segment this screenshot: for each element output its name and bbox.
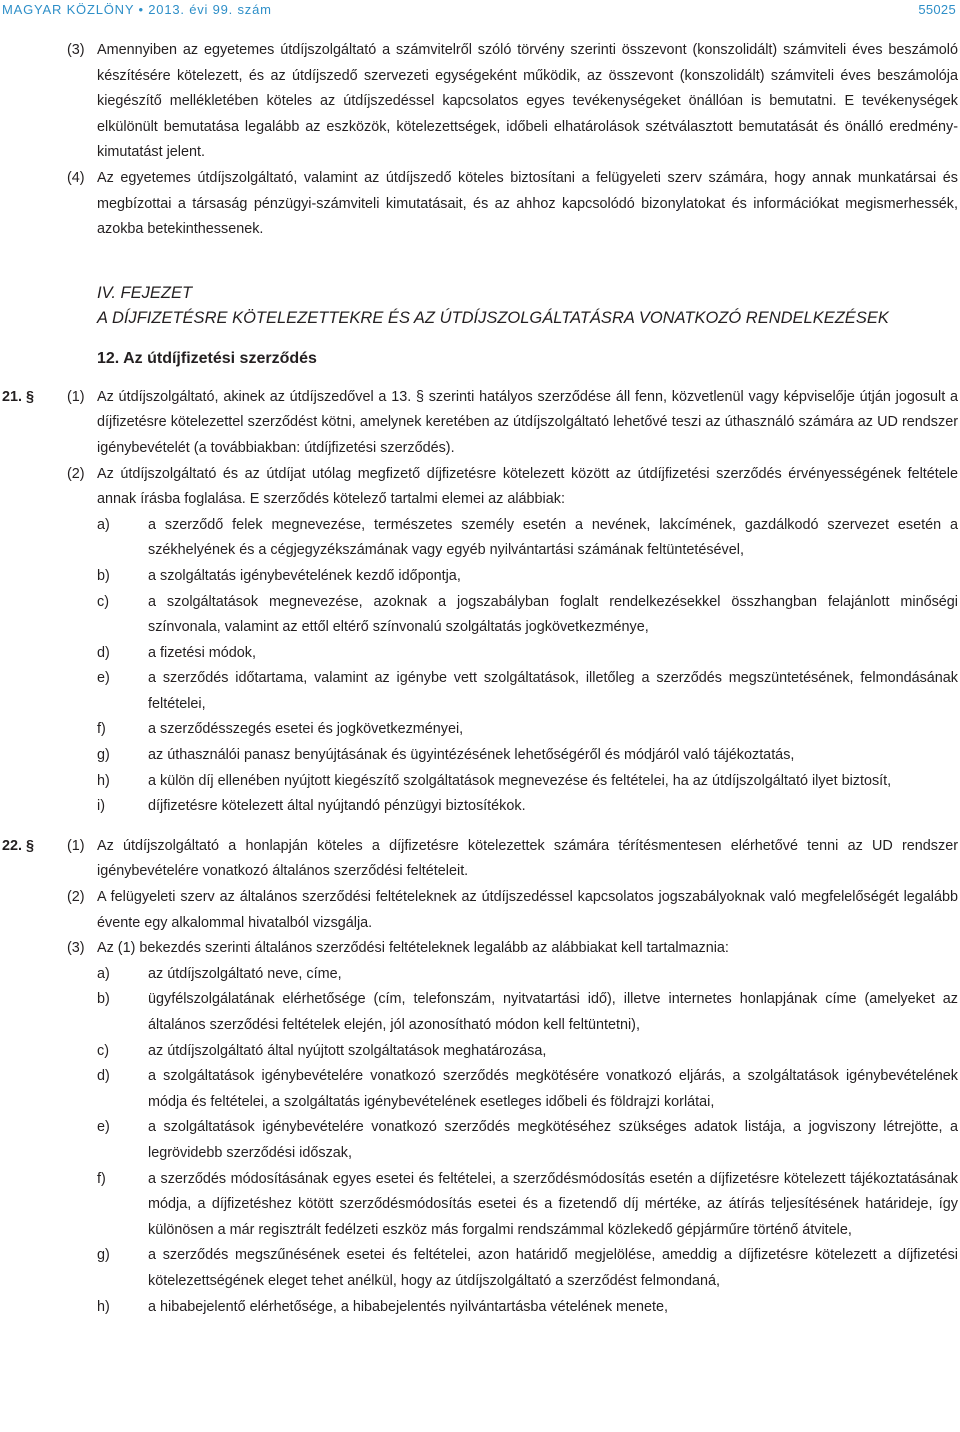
list-letter: a) bbox=[97, 965, 110, 982]
list-text: az útdíjszolgáltató neve, címe, bbox=[148, 965, 342, 982]
list-letter: d) bbox=[97, 644, 110, 661]
list-text: ügyfélszolgálatának elérhetősége (cím, telefonszám, nyitvatartási idő), illetve internetes honlapjának címe (amelyeket az általános szerződési feltételek elején, jól azonosítható módon kell feltüntetni), bbox=[148, 991, 958, 1033]
section-21-paragraph-1 bbox=[0, 385, 960, 462]
list-letter: f) bbox=[97, 721, 106, 738]
list-text: a szolgáltatások megnevezése, azoknak a jogszabályban foglalt rendelkezésekkel összhangban felajánlott minőségi színvonala, valamint az ettől eltérő színvonalú szolgáltatás jogkövetkezménye, bbox=[148, 593, 958, 636]
paragraph-4 bbox=[0, 166, 960, 243]
paragraph-number: (1) bbox=[67, 388, 85, 405]
section-subtitle: 12. Az útdíjfizetési szerződés bbox=[97, 349, 317, 367]
list-letter: c) bbox=[97, 1042, 109, 1059]
list-text: díjfizetésre kötelezett által nyújtandó pénzügyi biztosítékok. bbox=[148, 798, 526, 815]
list-text: a hibabejelentő elérhetősége, a hibabejelentés nyilvántartásba vételének menete, bbox=[148, 1298, 669, 1315]
list-letter: b) bbox=[97, 991, 110, 1008]
paragraph-number: (3) bbox=[67, 940, 85, 957]
list-text: az útdíjszolgáltató által nyújtott szolgáltatások meghatározása, bbox=[148, 1042, 547, 1059]
list-item bbox=[0, 564, 960, 590]
list-letter: h) bbox=[97, 1298, 110, 1315]
list-item bbox=[0, 1064, 960, 1115]
paragraph-text: Az útdíjszolgáltató és az útdíjat utólag megfizető díjfizetésre kötelezett között az útdíjfizetési szerződés érvényességének feltétele annak írásba foglalása. E szerződés kötelező tartalmi elemei az alábbiak: bbox=[97, 465, 958, 508]
paragraph-number: (4) bbox=[67, 169, 85, 186]
paragraph-text: Amennyiben az egyetemes útdíjszolgáltató a számvitelről szóló törvény szerinti összevont (konszolidált) számviteli éves beszámoló készítésére kötelezett, és az útdíjszedő szervezeti egységeként működik, az összevont (konszolidált) számviteli éves beszámolója kiegészítő mellékletében köteles az útdíjszedéssel kapcsolatos egyes tevékenységeket önállóan is bemutatni. E tevékenységek elkülönült bemutatása legalább az eszközök, kötelezettségek, időbeli elhatárolások szétválasztott bemutatását és önálló eredmény-kimutatást jelent. bbox=[97, 42, 958, 161]
list-letter: i) bbox=[97, 798, 105, 815]
list-item bbox=[0, 1039, 960, 1065]
list-text: a szolgáltatás igénybevételének kezdő időpontja, bbox=[148, 567, 461, 584]
list-item bbox=[0, 987, 960, 1038]
page-number: 55025 bbox=[918, 2, 956, 17]
list-letter: g) bbox=[97, 1247, 110, 1264]
list-text: az úthasználói panasz benyújtásának és ügyintézésének lehetőségéről és módjáról való tájékoztatás, bbox=[148, 747, 795, 764]
list-item bbox=[0, 641, 960, 667]
paragraph-number: (2) bbox=[67, 889, 85, 906]
running-header bbox=[0, 0, 960, 20]
paragraph-number: (3) bbox=[67, 42, 85, 58]
list-item bbox=[0, 513, 960, 564]
paragraph-3 bbox=[0, 38, 960, 166]
section-label: 22. § bbox=[2, 837, 35, 854]
list-text: a szerződésszegés esetei és jogkövetkezményei, bbox=[148, 721, 464, 738]
list-letter: b) bbox=[97, 567, 110, 584]
journal-title: MAGYAR KÖZLÖNY • 2013. évi 99. szám bbox=[2, 2, 272, 17]
list-text: a külön díj ellenében nyújtott kiegészítő szolgáltatások megnevezése és feltételei, ha az útdíjszolgáltató ilyet biztosít, bbox=[148, 772, 892, 789]
paragraph-text: Az egyetemes útdíjszolgáltató, valamint az útdíjszedő köteles biztosítani a felügyeleti szerv számára, hogy annak munkatársai és megbízottai a társaság pénzügyi-számviteli kimutatásait, és az ahhoz kapcsolódó bizonylatokat és információkat megismerhessék, azokba betekinthessenek. bbox=[97, 169, 958, 238]
list-item bbox=[0, 1243, 960, 1294]
list-letter: f) bbox=[97, 1170, 106, 1187]
list-letter: a) bbox=[97, 516, 110, 533]
list-item bbox=[0, 1167, 960, 1244]
paragraph-text: A felügyeleti szerv az általános szerződési feltételeknek az útdíjszedéssel kapcsolatos jogszabályoknak való megfelelőségét legalább évente egy alkalommal hivatalból vizsgálja. bbox=[97, 889, 958, 931]
section-21-list bbox=[0, 513, 960, 820]
section-22-paragraph-1 bbox=[0, 834, 960, 885]
list-item bbox=[0, 1115, 960, 1166]
list-text: a szerződés megszűnésének esetei és feltételei, azon határidő megjelölése, ameddig a díjfizetésre kötelezett a díjfizetési kötelezettségének eleget tehet anélkül, hogy az útdíjszolgáltató a szerződést felmondaná, bbox=[148, 1247, 958, 1289]
section-21-paragraph-2 bbox=[0, 462, 960, 513]
paragraph-text: Az útdíjszolgáltató, akinek az útdíjszedővel a 13. § szerinti hatályos szerződése áll fenn, közvetlenül vagy képviselője útján jogosult a díjfizetésre kötelezettel szerződést kötni, amelynek keretében az útdíjszolgáltató lehetővé teszi az úthasználó számára az UD rendszer igénybevételét (a továbbiakban: útdíjfizetési szerződés). bbox=[97, 388, 958, 456]
list-item bbox=[0, 1295, 960, 1321]
list-item bbox=[0, 769, 960, 795]
chapter-title: A DÍJFIZETÉSRE KÖTELEZETTEKRE ÉS AZ ÚTDÍJSZOLGÁLTATÁSRA VONATKOZÓ RENDELKEZÉSEK bbox=[97, 308, 889, 327]
paragraph-text: Az (1) bekezdés szerinti általános szerződési feltételeknek legalább az alábbiakat kell tartalmaznia: bbox=[97, 940, 729, 957]
list-letter: g) bbox=[97, 747, 110, 764]
list-item bbox=[0, 794, 960, 820]
list-text: a szolgáltatások igénybevételére vonatkozó szerződés megkötéséhez szükséges adatok listája, a jogviszony létrejötte, a legrövidebb szerződési időszak, bbox=[148, 1119, 958, 1161]
list-letter: d) bbox=[97, 1068, 110, 1085]
paragraph-number: (2) bbox=[67, 465, 85, 482]
paragraph-number: (1) bbox=[67, 837, 85, 854]
list-text: a szerződő felek megnevezése, természetes személy esetén a nevének, lakcímének, gazdálkodó szervezet esetén a székhelyének és a cégjegyzékszámának vagy egyéb nyilvántartási számának feltüntetésével, bbox=[148, 516, 958, 559]
list-text: a fizetési módok, bbox=[148, 644, 256, 661]
list-text: a szerződés időtartama, valamint az igénybe vett szolgáltatások, illetőleg a szerződés megszüntetésének, felmondásának feltételei, bbox=[148, 670, 958, 712]
list-text: a szerződés módosításának egyes esetei és feltételei, a szerződésmódosítás esetén a díjfizetésre kötelezett tájékoztatásának módja, a díjfizetéshez kötött szerződésmódosítás esetei és a fizetendő díj mértéke, az átírás teljesítésének határideje, így különösen a már regisztrált fedélzeti eszköz más forgalmi rendszámmal közlekedő gépjárműre történő átvitele, bbox=[148, 1170, 958, 1238]
list-item bbox=[0, 743, 960, 769]
document-body bbox=[0, 38, 960, 1320]
list-letter: h) bbox=[97, 772, 110, 789]
list-letter: e) bbox=[97, 1119, 110, 1136]
list-letter: c) bbox=[97, 593, 109, 610]
section-label: 21. § bbox=[2, 388, 35, 405]
chapter-number: IV. FEJEZET bbox=[97, 283, 193, 302]
section-22-list bbox=[0, 962, 960, 1320]
list-letter: e) bbox=[97, 670, 110, 687]
list-item bbox=[0, 666, 960, 717]
list-item bbox=[0, 962, 960, 988]
section-22-paragraph-3 bbox=[0, 936, 960, 962]
list-text: a szolgáltatások igénybevételére vonatkozó szerződés megkötésére vonatkozó eljárás, a szolgáltatások igénybevételének módja és feltételei, a szolgáltatás igénybevételének esetleges időbeli és földrajzi korlátai, bbox=[148, 1068, 958, 1110]
list-item bbox=[0, 717, 960, 743]
list-item bbox=[0, 590, 960, 641]
paragraph-text: Az útdíjszolgáltató a honlapján köteles a díjfizetésre kötelezettek számára térítésmentesen elérhetővé tenni az UD rendszer igénybevételére vonatkozó általános szerződési feltételeit. bbox=[97, 837, 958, 880]
section-22-paragraph-2 bbox=[0, 885, 960, 936]
